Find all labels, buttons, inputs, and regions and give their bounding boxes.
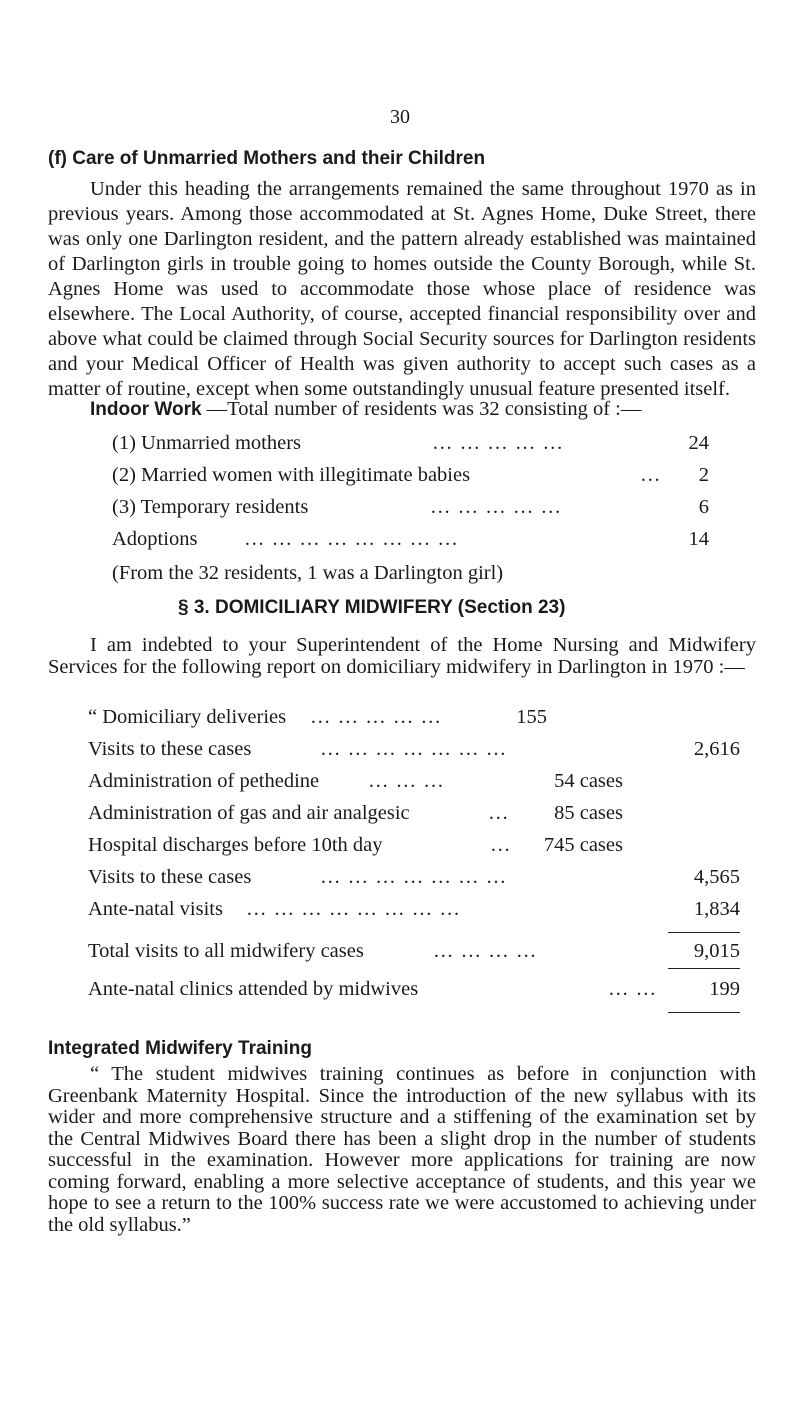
indoor-work-item-label: (1) Unmarried mothers xyxy=(112,432,301,454)
indoor-work-line xyxy=(90,398,641,421)
leader-dots: … xyxy=(640,464,662,486)
leader-dots: … … … … … xyxy=(430,496,562,518)
section-f-heading: (f) Care of Unmarried Mothers and their Children xyxy=(48,148,486,169)
indoor-work-item-value: 14 xyxy=(688,528,709,550)
stat-label: Ante-natal visits xyxy=(88,898,223,920)
indoor-work-item xyxy=(112,432,709,458)
indoor-work-item xyxy=(112,464,709,490)
indoor-work-item-value: 2 xyxy=(698,464,709,486)
integrated-training-heading: Integrated Midwifery Training xyxy=(48,1038,312,1059)
stat-row xyxy=(88,866,740,892)
clinics-value: 199 xyxy=(709,978,740,1000)
leader-dots: … … … … xyxy=(433,940,538,962)
leader-dots: … xyxy=(488,802,510,824)
stat-row xyxy=(88,738,740,764)
stat-row xyxy=(88,898,740,924)
total-visits-label: Total visits to all midwifery cases xyxy=(88,940,364,962)
stat-row xyxy=(88,770,740,796)
indoor-work-item xyxy=(112,496,709,522)
section-3-heading: § 3. DOMICILIARY MIDWIFERY (Section 23) xyxy=(178,597,566,618)
indoor-work-text: —Total number of residents was 32 consisting of :— xyxy=(201,398,642,420)
leader-dots: … … … … … xyxy=(432,432,564,454)
leader-dots: … … … … … xyxy=(310,706,442,728)
stat-label: Administration of pethedine xyxy=(88,770,320,792)
leader-dots: … … xyxy=(608,978,658,1000)
rule xyxy=(668,932,740,933)
rule xyxy=(668,1012,740,1013)
leader-dots: … xyxy=(490,834,512,856)
indoor-work-item-label: Adoptions xyxy=(112,528,198,550)
stat-value: 54 cases xyxy=(554,770,623,792)
leader-dots: … … … … … … … … xyxy=(244,528,459,550)
clinics-label: Ante-natal clinics attended by midwives xyxy=(88,978,419,1000)
indoor-work-item xyxy=(112,528,709,554)
stat-value: 1,834 xyxy=(693,898,740,920)
stat-label: “ Domiciliary deliveries xyxy=(88,706,287,728)
indoor-work-item-label: (2) Married women with illegitimate babies xyxy=(112,464,471,486)
integrated-training-paragraph: “ The student midwives training continues as before in conjunction with Greenbank Maternity Hospital. Since the introduction of the new syllabus with its wider and more comprehensive structure and a stiffening of the examination set by the Central Midwives Board there has been a slight drop in the number of students successful in the examination. However more applications for training are now coming forward, enabling a more selective acceptance of students, and this year we hope to see a return to the 100% success rate we were accustomed to achieving under the old syllabus.” xyxy=(48,1063,756,1236)
stat-value: 85 cases xyxy=(554,802,623,824)
total-visits-value: 9,015 xyxy=(693,940,740,962)
page-number: 30 xyxy=(390,106,410,128)
rule xyxy=(668,968,740,969)
clinics-row xyxy=(88,978,740,1004)
leader-dots: … … … xyxy=(368,770,445,792)
stat-value: 2,616 xyxy=(693,738,740,760)
stat-label: Visits to these cases xyxy=(88,866,252,888)
leader-dots: … … … … … … … xyxy=(320,738,508,760)
stat-label: Visits to these cases xyxy=(88,738,252,760)
stat-value: 745 cases xyxy=(543,834,623,856)
stat-row xyxy=(88,834,740,860)
stat-value: 4,565 xyxy=(693,866,740,888)
stat-label: Hospital discharges before 10th day xyxy=(88,834,383,856)
section-f-paragraph: Under this heading the arrangements remained the same throughout 1970 as in previous years. Among those accommodated at St. Agnes Home, Duke Street, there was only one Darlington resident, and the pattern already established was maintained of Darlington girls in trouble going to homes outside the County Borough, while St. Agnes Home was used to accommodate those whose place of residence was elsewhere. The Local Authority, of course, accepted financial responsibility over and above what could be claimed through Social Security sources for Darlington residents and your Medical Officer of Health was given authority to accept such cases as a matter of routine, except when some outstandingly unusual feature presented itself. xyxy=(48,178,756,400)
indoor-work-label: Indoor Work xyxy=(90,399,202,420)
stat-value: 155 xyxy=(516,706,547,728)
leader-dots: … … … … … … … … xyxy=(246,898,461,920)
section-3-intro: I am indebted to your Superintendent of the Home Nursing and Midwifery Services for the following report on domiciliary midwifery in Darlington in 1970 :— xyxy=(48,634,756,678)
indoor-work-item-label: (3) Temporary residents xyxy=(112,496,309,518)
indoor-work-note: (From the 32 residents, 1 was a Darlington girl) xyxy=(112,562,504,584)
stat-label: Administration of gas and air analgesic xyxy=(88,802,410,824)
total-visits-row xyxy=(88,940,740,966)
leader-dots: … … … … … … … xyxy=(320,866,508,888)
stat-row xyxy=(88,802,740,828)
indoor-work-item-value: 24 xyxy=(688,432,709,454)
stat-row xyxy=(88,706,740,732)
indoor-work-item-value: 6 xyxy=(698,496,709,518)
